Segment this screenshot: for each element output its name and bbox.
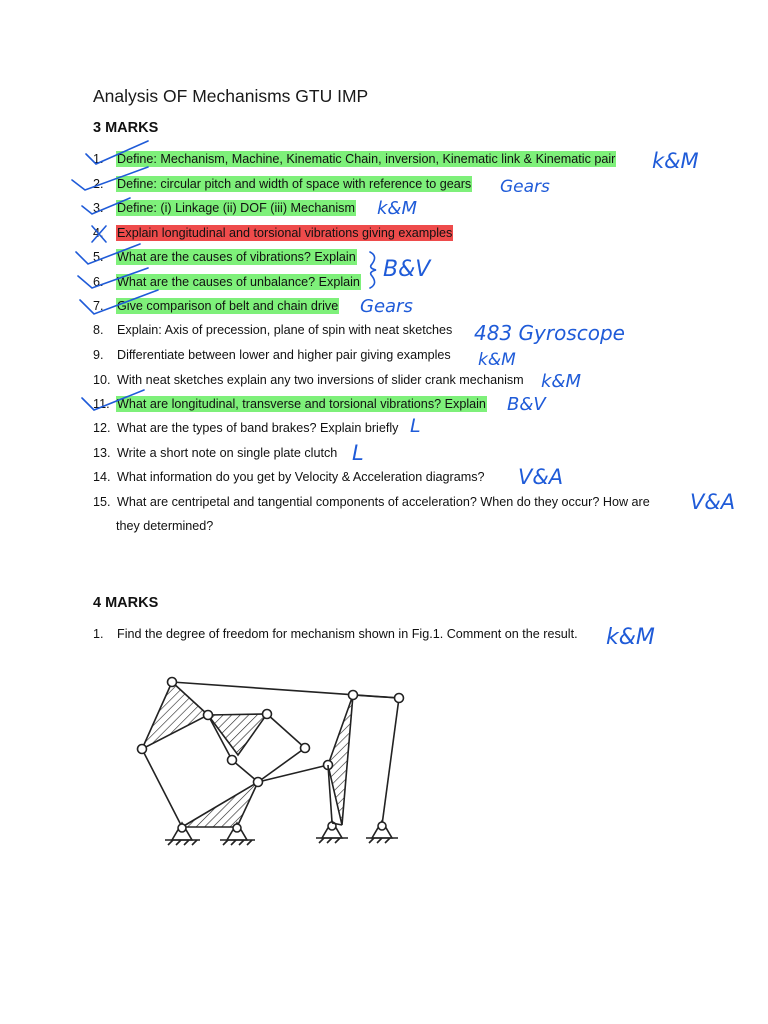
question-text: What are longitudinal, transverse and torsional vibrations? Explain — [117, 397, 486, 411]
question-text: What are the types of band brakes? Explain briefly — [117, 421, 399, 435]
hatched-link — [142, 682, 208, 749]
question-number: 15. — [93, 495, 111, 509]
question-text: Give comparison of belt and chain drive — [117, 299, 339, 313]
question-number: 1. — [93, 152, 104, 166]
question-text: What are centripetal and tangential components of acceleration? When do they occur? How are — [117, 495, 650, 509]
question-number: 13. — [93, 446, 111, 460]
hatched-link — [182, 782, 258, 827]
page-title: Analysis OF Mechanisms GTU IMP — [93, 86, 369, 106]
question-text: What are the causes of unbalance? Explain — [117, 275, 360, 289]
question-number: 5. — [93, 250, 104, 264]
question-number: 2. — [93, 177, 104, 191]
question-number: 11. — [93, 397, 110, 411]
mechanism-figure — [120, 665, 420, 865]
question-text: Define: (i) Linkage (ii) DOF (iii) Mechanism — [117, 201, 355, 215]
question-number: 1. — [93, 627, 104, 641]
note-text: k&M — [478, 350, 516, 370]
section-heading-4-marks: 4 MARKS — [93, 595, 159, 611]
ground-support — [366, 821, 398, 843]
question-text: What are the causes of vibrations? Explain — [117, 250, 356, 264]
question-text: Explain longitudinal and torsional vibrations giving examples — [117, 226, 453, 240]
ground-support — [316, 821, 348, 843]
question-number: 14. — [93, 470, 111, 484]
question-number: 6. — [93, 275, 104, 289]
question-text: Define: circular pitch and width of space with reference to gears — [117, 177, 472, 191]
question-number: 7. — [93, 299, 104, 313]
question-text: Explain: Axis of precession, plane of spin with neat sketches — [117, 323, 453, 337]
section-heading-3-marks: 3 MARKS — [93, 120, 159, 136]
question-number: 4. — [93, 226, 104, 240]
question-text: Define: Mechanism, Machine, Kinematic Chain, inversion, Kinematic link & Kinematic pair — [117, 152, 616, 166]
question-text: Differentiate between lower and higher pair giving examples — [117, 348, 451, 362]
note-text: k&M — [652, 149, 699, 173]
note-text: k&M — [606, 625, 655, 650]
question-number: 9. — [93, 348, 104, 362]
note-text: k&M — [377, 198, 417, 219]
question-number: 8. — [93, 323, 104, 337]
question-number: 12. — [93, 421, 111, 435]
question-text: What information do you get by Velocity & Acceleration diagrams? — [117, 470, 485, 484]
question-text: Write a short note on single plate clutch — [117, 446, 338, 460]
note-text: V&A — [518, 465, 564, 489]
note-text: V&A — [690, 490, 736, 514]
note-text: B&V — [383, 257, 431, 282]
question-text: Find the degree of freedom for mechanism shown in Fig.1. Comment on the result. — [117, 627, 578, 641]
brace-mark — [370, 252, 376, 288]
question-text-continuation: they determined? — [116, 519, 214, 533]
note-text: k&M — [541, 371, 581, 392]
note-text: B&V — [507, 394, 546, 415]
question-text: With neat sketches explain any two inversions of slider crank mechanism — [117, 373, 524, 387]
note-text: L — [352, 441, 364, 465]
note-text: Gears — [360, 296, 413, 317]
note-text: 483 Gyroscope — [474, 321, 625, 345]
note-text: Gears — [500, 177, 550, 197]
hatched-link — [328, 695, 353, 825]
hatched-link — [208, 714, 267, 755]
note-text: L — [410, 415, 421, 437]
question-number: 3. — [93, 201, 104, 215]
question-number: 10. — [93, 373, 111, 387]
